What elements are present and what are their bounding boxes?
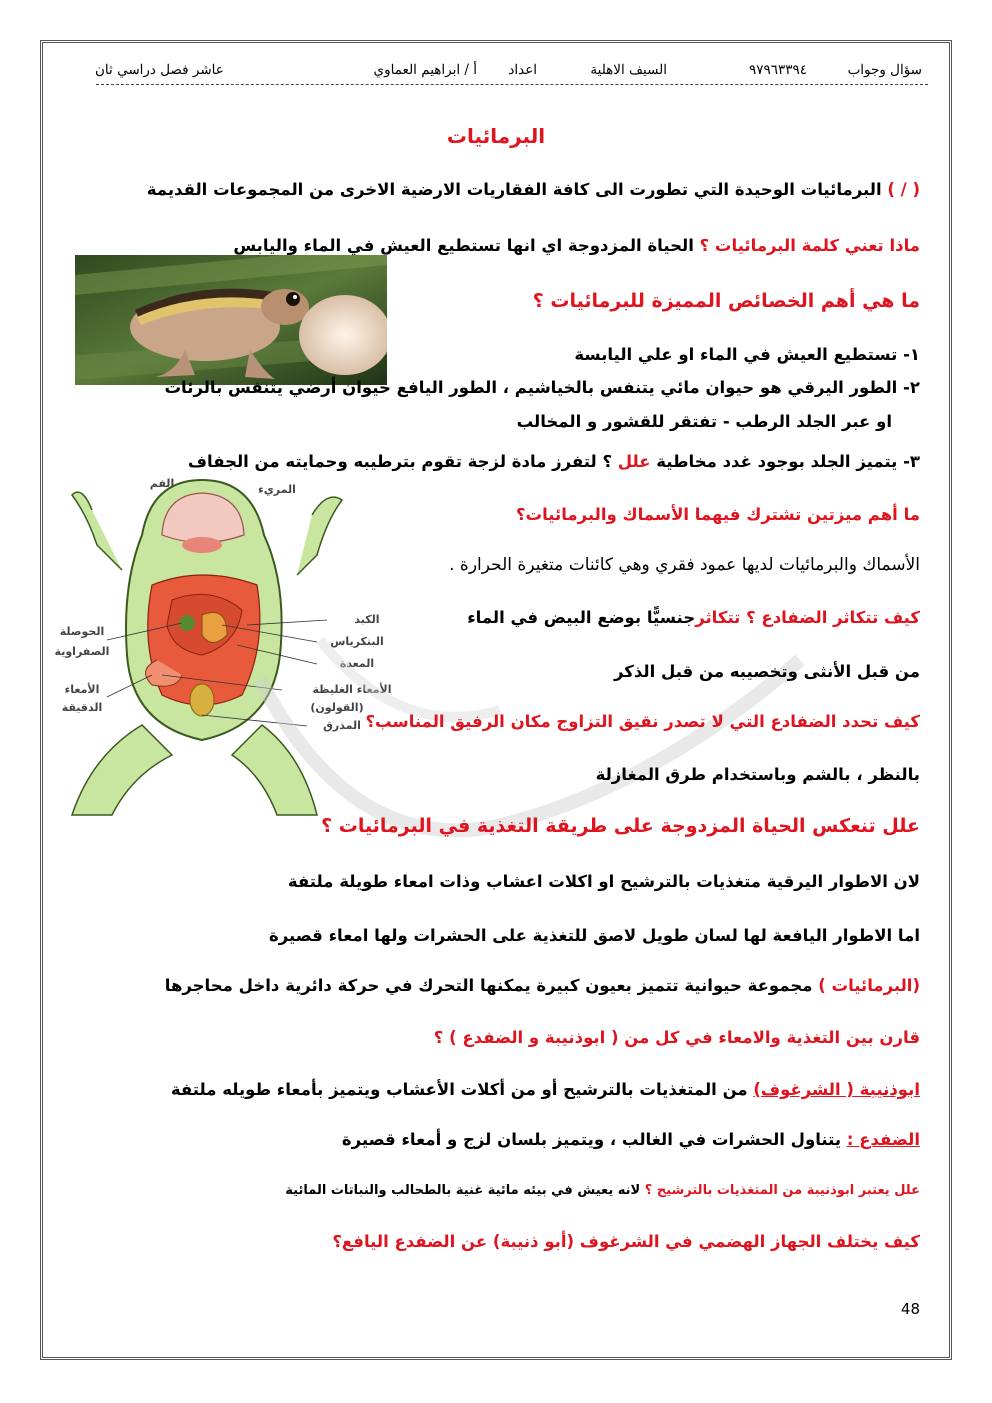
label-colon: (القولون) [310,701,364,714]
true-mark: ( / ) [887,180,920,199]
line-11: من قبل الأنثى وتخصيبه من قبل الذكر [613,662,920,681]
question-digestive-difference: كيف يختلف الجهاز الهضمي في الشرغوف (أبو ذنيبة) عن الضفدع اليافع؟ [332,1232,920,1251]
line-9: الأسماك والبرمائيات لديها عمود فقري وهي كائنات متغيرة الحرارة . [449,555,920,575]
label-esophagus: المريء [258,483,296,496]
header-author: أ / ابراهيم العماوي [373,62,477,78]
page-title: البرمائيات [446,124,546,148]
page-header [70,62,922,86]
header-school: السيف الاهلية [590,62,667,78]
frog-photo [75,255,387,385]
question-mate-location: كيف تحدد الضفادع التي لا تصدر نقيق التزاوج مكان الرفيق المناسب؟ [365,712,920,731]
page-number: 48 [900,1300,920,1318]
label-small-intestine-2: الدقيقة [61,701,103,714]
header-qa: سؤال وجواب [847,62,922,78]
label-gallbladder-1: الحوصلة [59,625,105,638]
header-grade: عاشر فصل دراسي ثان [95,62,224,78]
question-shared-features: ما أهم ميزتين تشترك فيهما الأسماك والبرمائيات؟ [515,505,920,524]
label-small-intestine-1: الأمعاء [64,683,100,696]
label-liver: الكبد [354,613,380,626]
line-15: لان الاطوار اليرقية متغذيات بالترشيح او اكلات اعشاب وذات امعاء طويلة ملتفة [287,872,920,891]
line-1: ( / ) البرمائيات الوحيدة التي تطورت الى كافة الفقاريات الارضية الاخرى من المجموعات القديمة [146,180,920,199]
line-4: ١- تستطيع العيش في الماء او علي اليابسة [574,345,920,364]
frog-anatomy-diagram [52,475,392,820]
line-10: كيف تتكاثر الضفادع ؟ تتكاثرجنسيًّا بوضع البيض في الماء [467,608,920,627]
question-double-life-feeding: علل تنعكس الحياة المزدوجة على طريقة التغذية في البرمائيات ؟ [321,815,920,837]
question-compare: قارن بين التغذية والامعاء في كل من ( ابوذنيبة و الضفدع ) ؟ [433,1028,920,1047]
line-6: او عبر الجلد الرطب - تفتقر للقشور و المخالب [516,412,892,431]
line-21: علل يعتبر ابوذنيبة من المتغذيات بالترشيح ؟ لانه يعيش في بيئه مائية غنية بالطحالب والنباتات المائية [285,1183,920,1198]
line-20: الضفدع : يتناول الحشرات في الغالب ، ويتميز بلسان لزج و أمعاء قصيرة [341,1130,920,1149]
header-phone: ٩٧٩٦٣٣٩٤ [748,62,807,78]
label-large-intestine: الأمعاء الغليظة [312,683,392,696]
line-13: بالنظر ، بالشم وباستخدام طرق المغازلة [595,765,920,784]
label-stomach: المعدة [339,657,375,670]
label-pancreas: البنكرياس [330,635,384,648]
header-prepared: اعداد [508,62,537,78]
line-2: ماذا تعني كلمة البرمائيات ؟ الحياة المزدوجة اي انها تستطيع العيش في الماء واليابس [233,236,920,255]
header-divider [96,84,928,85]
line-7: ٣- يتميز الجلد بوجود غدد مخاطية علل ؟ لتفرز مادة لزجة تقوم بترطيبه وحمايته من الجفاف [187,452,920,471]
label-gallbladder-2: الصفراوية [54,645,110,658]
line-5: ٢- الطور اليرقي هو حيوان مائي يتنفس بالخياشيم ، الطور اليافع حيوان أرضي يتنفس بالرئات [164,378,920,397]
line-17: (البرمائيات ) مجموعة حيوانية تتميز بعيون كبيرة يمكنها التحرك في حركة دائرية داخل محاجرها [164,976,920,995]
line-19: ابوذنيبة ( الشرغوف) من المتغذيات بالترشيح أو من أكلات الأعشاب ويتميز بأمعاء طويله ملتفة [170,1080,920,1099]
label-cloaca: المذرق [323,719,361,732]
line-16: اما الاطوار اليافعة لها لسان طويل لاصق للتغذية على الحشرات ولها امعاء قصيرة [269,926,920,945]
label-mouth: الفم [149,477,175,490]
question-characteristics: ما هي أهم الخصائص المميزة للبرمائيات ؟ [532,290,920,312]
